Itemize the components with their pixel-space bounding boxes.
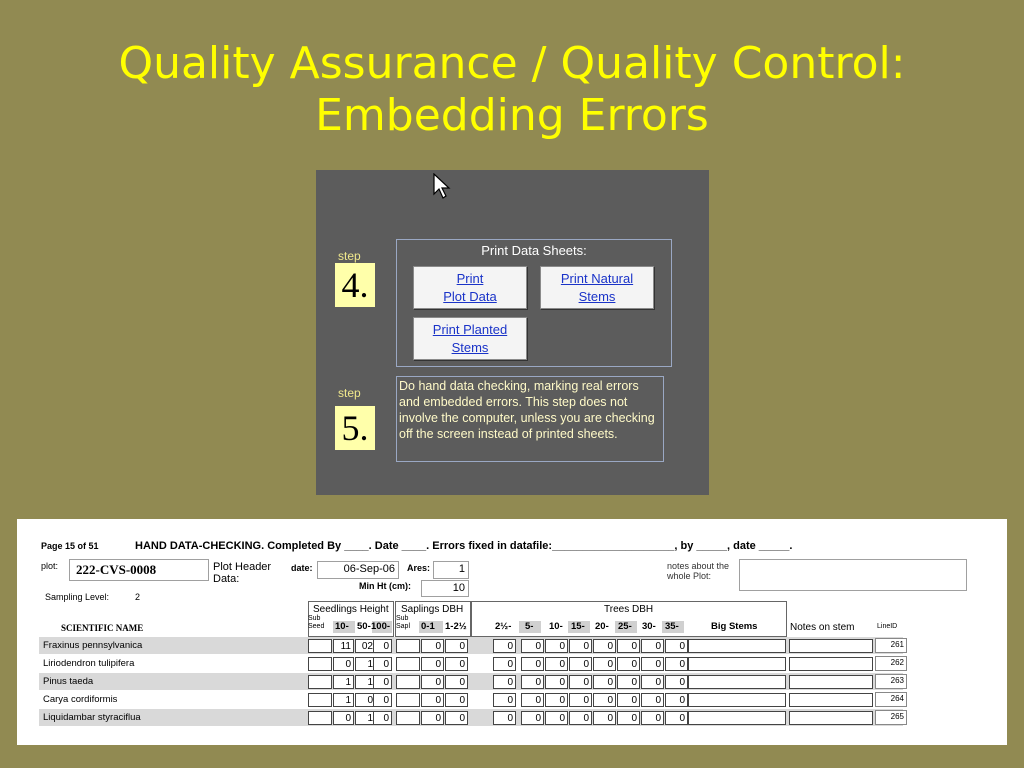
min-height-field[interactable]: [421, 580, 469, 597]
hand-checking-form: [17, 519, 1007, 745]
sub-seed-cell[interactable]: [308, 657, 332, 671]
col-tree-5: 5-: [525, 621, 534, 632]
tree-dbh-value-cell[interactable]: 0: [569, 693, 592, 707]
print-planted-stems-button[interactable]: [413, 317, 527, 360]
print-planted-stems-line-1: Print Planted: [432, 321, 508, 337]
min-height-value: 10: [452, 582, 465, 594]
tree-dbh-value-cell[interactable]: 0: [569, 657, 592, 671]
date-label: date:: [291, 563, 313, 573]
sampling-level-value: 2: [135, 592, 141, 602]
seedlings-header: Seedlings Height: [313, 604, 389, 615]
tree-dbh-value-cell[interactable]: 0: [493, 657, 516, 671]
scientific-name-cell: Liquidambar styraciflua: [43, 712, 141, 723]
sub-seed-cell[interactable]: [308, 693, 332, 707]
sapling-value-cell[interactable]: 0: [421, 657, 444, 671]
tree-dbh-value-cell[interactable]: 0: [493, 693, 516, 707]
step-4-number: 4.: [335, 263, 375, 307]
seedling-value-cell[interactable]: 0: [373, 657, 392, 671]
tree-dbh-value-cell[interactable]: 0: [593, 693, 616, 707]
print-natural-stems-line-1: Print Natural: [560, 270, 634, 286]
tree-dbh-value-cell[interactable]: 0: [593, 657, 616, 671]
stem-notes-cell[interactable]: [789, 639, 873, 653]
big-stems-cell[interactable]: [688, 639, 786, 653]
seedling-value-cell[interactable]: 1: [333, 693, 354, 707]
seedling-value-cell[interactable]: 11: [333, 639, 354, 653]
col-tree-25: 25-: [618, 621, 632, 632]
line-id-cell: 263: [875, 674, 907, 689]
col-notes-on-stem: Notes on stem: [790, 622, 855, 633]
col-tree-30: 30-: [642, 621, 656, 632]
sapling-value-cell[interactable]: 0: [421, 675, 444, 689]
tree-dbh-value-cell[interactable]: 0: [545, 657, 568, 671]
tree-dbh-value-cell[interactable]: 0: [665, 711, 688, 725]
col-seed-10: 10-: [335, 621, 349, 632]
scientific-name-cell: Fraxinus pennsylvanica: [43, 640, 143, 651]
cursor-arrow-icon: [433, 173, 451, 201]
sapling-value-cell[interactable]: 0: [445, 675, 468, 689]
tree-dbh-value-cell[interactable]: 0: [617, 711, 640, 725]
seedling-value-cell[interactable]: 0: [373, 711, 392, 725]
seedling-value-cell[interactable]: 0: [333, 711, 354, 725]
sub-sapl-cell[interactable]: [396, 711, 420, 725]
tree-dbh-value-cell[interactable]: 0: [617, 693, 640, 707]
plot-label: plot:: [41, 561, 59, 571]
plot-header-label: Plot Header Data:: [213, 561, 272, 585]
big-stems-cell[interactable]: [688, 711, 786, 725]
step-5-label: step: [338, 386, 361, 400]
col-line-id: LineID: [877, 623, 898, 630]
sub-seed-cell[interactable]: [308, 639, 332, 653]
tree-dbh-value-cell[interactable]: 0: [545, 711, 568, 725]
form-heading: HAND DATA-CHECKING. Completed By ____. Date ____. Errors fixed in datafile:____________________, by _____, date _____.: [135, 540, 793, 552]
sapling-value-cell[interactable]: 0: [445, 693, 468, 707]
sub-sapl-cell[interactable]: [396, 639, 420, 653]
col-sapl-0-1: 0-1: [421, 621, 435, 632]
ares-value: 1: [458, 563, 465, 575]
tree-dbh-value-cell[interactable]: 0: [641, 711, 664, 725]
tree-dbh-value-cell[interactable]: 0: [545, 693, 568, 707]
tree-dbh-value-cell[interactable]: 0: [545, 639, 568, 653]
tree-dbh-value-cell[interactable]: 0: [521, 693, 544, 707]
line-id-cell: 265: [875, 710, 907, 725]
tree-dbh-value-cell[interactable]: 0: [569, 675, 592, 689]
scientific-name-cell: Carya cordiformis: [43, 694, 118, 705]
print-natural-stems-button[interactable]: [540, 266, 654, 309]
tree-dbh-value-cell[interactable]: 0: [493, 639, 516, 653]
stem-notes-cell[interactable]: [789, 711, 873, 725]
line-id-cell: 262: [875, 656, 907, 671]
slide-title-line-2: Embedding Errors: [315, 90, 709, 141]
scientific-name-cell: Liriodendron tulipifera: [43, 658, 135, 669]
sapling-value-cell[interactable]: 0: [445, 639, 468, 653]
saplings-header: Saplings DBH: [401, 604, 464, 615]
big-stems-cell[interactable]: [688, 657, 786, 671]
print-plot-data-line-2: Plot Data: [443, 288, 497, 304]
date-value: 06-Sep-06: [343, 563, 395, 575]
col-tree-10: 10-: [549, 621, 563, 632]
step-5-instructions: Do hand data checking, marking real errors and embedded errors. This step does not involve the computer, unless you are checking off the screen instead of printed sheets.: [396, 376, 664, 462]
col-tree-15: 15-: [571, 621, 585, 632]
col-tree-20: 20-: [595, 621, 609, 632]
trees-header: Trees DBH: [604, 604, 654, 615]
sub-seed-cell[interactable]: [308, 675, 332, 689]
seedling-value-cell[interactable]: 1: [355, 657, 376, 671]
tree-dbh-value-cell[interactable]: 0: [493, 675, 516, 689]
sapling-value-cell[interactable]: 0: [445, 711, 468, 725]
tree-dbh-value-cell[interactable]: 0: [521, 639, 544, 653]
sampling-level-label: Sampling Level:: [45, 592, 110, 602]
seedling-value-cell[interactable]: 02: [355, 639, 376, 653]
big-stems-cell[interactable]: [688, 693, 786, 707]
sub-seed-label: Sub Seed: [308, 615, 325, 630]
tree-dbh-value-cell[interactable]: 0: [493, 711, 516, 725]
app-screenshot-panel: [316, 170, 709, 495]
print-group-title: Print Data Sheets:: [481, 243, 587, 258]
slide-title: [0, 38, 1024, 142]
tree-dbh-value-cell[interactable]: 0: [617, 675, 640, 689]
ares-label: Ares:: [407, 563, 431, 573]
tree-dbh-value-cell[interactable]: 0: [641, 639, 664, 653]
page-indicator: Page 15 of 51: [41, 541, 99, 551]
sub-seed-cell[interactable]: [308, 711, 332, 725]
plot-field[interactable]: [69, 559, 209, 581]
tree-dbh-value-cell[interactable]: 0: [641, 693, 664, 707]
line-id-cell: 261: [875, 638, 907, 653]
step-5-number: 5.: [335, 406, 375, 450]
min-height-label: Min Ht (cm):: [359, 581, 411, 591]
tree-dbh-value-cell[interactable]: 0: [569, 639, 592, 653]
tree-dbh-value-cell[interactable]: 0: [593, 675, 616, 689]
col-seed-50: 50-: [357, 621, 371, 632]
ares-field[interactable]: [433, 561, 469, 579]
col-tree-2-5: 2½-: [495, 621, 512, 632]
tree-dbh-value-cell[interactable]: 0: [665, 693, 688, 707]
sapling-value-cell[interactable]: 0: [421, 693, 444, 707]
slide-title-line-1: Quality Assurance / Quality Control:: [118, 38, 906, 89]
tree-dbh-value-cell[interactable]: 0: [665, 675, 688, 689]
sub-sapl-cell[interactable]: [396, 693, 420, 707]
tree-dbh-value-cell[interactable]: 0: [569, 711, 592, 725]
line-id-cell: 264: [875, 692, 907, 707]
scientific-name-header: SCIENTIFIC NAME: [61, 623, 144, 633]
date-field[interactable]: [317, 561, 399, 579]
tree-dbh-value-cell[interactable]: 0: [617, 657, 640, 671]
step-4-label: step: [338, 249, 361, 263]
tree-dbh-value-cell[interactable]: 0: [641, 675, 664, 689]
tree-dbh-value-cell[interactable]: 0: [641, 657, 664, 671]
print-planted-stems-line-2: Stems: [451, 339, 489, 355]
seedling-value-cell[interactable]: 1: [333, 675, 354, 689]
print-plot-data-button[interactable]: [413, 266, 527, 309]
col-big-stems: Big Stems: [711, 621, 758, 632]
sub-sapl-cell[interactable]: [396, 675, 420, 689]
stem-notes-cell[interactable]: [789, 693, 873, 707]
tree-dbh-value-cell[interactable]: 0: [521, 711, 544, 725]
plot-notes-label: notes about the whole Plot:: [667, 561, 730, 581]
tree-dbh-value-cell[interactable]: 0: [545, 675, 568, 689]
seedling-value-cell[interactable]: 0: [355, 693, 376, 707]
print-natural-stems-line-2: Stems: [578, 288, 616, 304]
tree-dbh-value-cell[interactable]: 0: [593, 711, 616, 725]
tree-dbh-value-cell[interactable]: 0: [521, 657, 544, 671]
seedling-value-cell[interactable]: 0: [373, 693, 392, 707]
plot-notes-field[interactable]: [739, 559, 967, 591]
tree-dbh-value-cell[interactable]: 0: [617, 639, 640, 653]
tree-dbh-value-cell[interactable]: 0: [521, 675, 544, 689]
seedling-value-cell[interactable]: 0: [373, 639, 392, 653]
scientific-name-cell: Pinus taeda: [43, 676, 94, 687]
sub-sapl-cell[interactable]: [396, 657, 420, 671]
col-sapl-1-2: 1-2½: [445, 621, 467, 632]
seedling-value-cell[interactable]: 1: [355, 675, 376, 689]
tree-dbh-value-cell[interactable]: 0: [665, 639, 688, 653]
col-tree-35: 35-: [665, 621, 679, 632]
print-plot-data-line-1: Print: [456, 270, 484, 286]
sapling-value-cell[interactable]: 0: [445, 657, 468, 671]
seedling-value-cell[interactable]: 1: [355, 711, 376, 725]
plot-value: 222-CVS-0008: [76, 562, 157, 577]
seedling-value-cell[interactable]: 0: [373, 675, 392, 689]
tree-dbh-value-cell[interactable]: 0: [665, 657, 688, 671]
col-seed-100: 100-: [371, 621, 391, 632]
sub-sapl-label: Sub Sapl: [396, 615, 411, 630]
stem-notes-cell[interactable]: [789, 675, 873, 689]
seedling-value-cell[interactable]: 0: [333, 657, 354, 671]
big-stems-cell[interactable]: [688, 675, 786, 689]
stem-notes-cell[interactable]: [789, 657, 873, 671]
tree-dbh-value-cell[interactable]: 0: [593, 639, 616, 653]
sapling-value-cell[interactable]: 0: [421, 639, 444, 653]
sapling-value-cell[interactable]: 0: [421, 711, 444, 725]
